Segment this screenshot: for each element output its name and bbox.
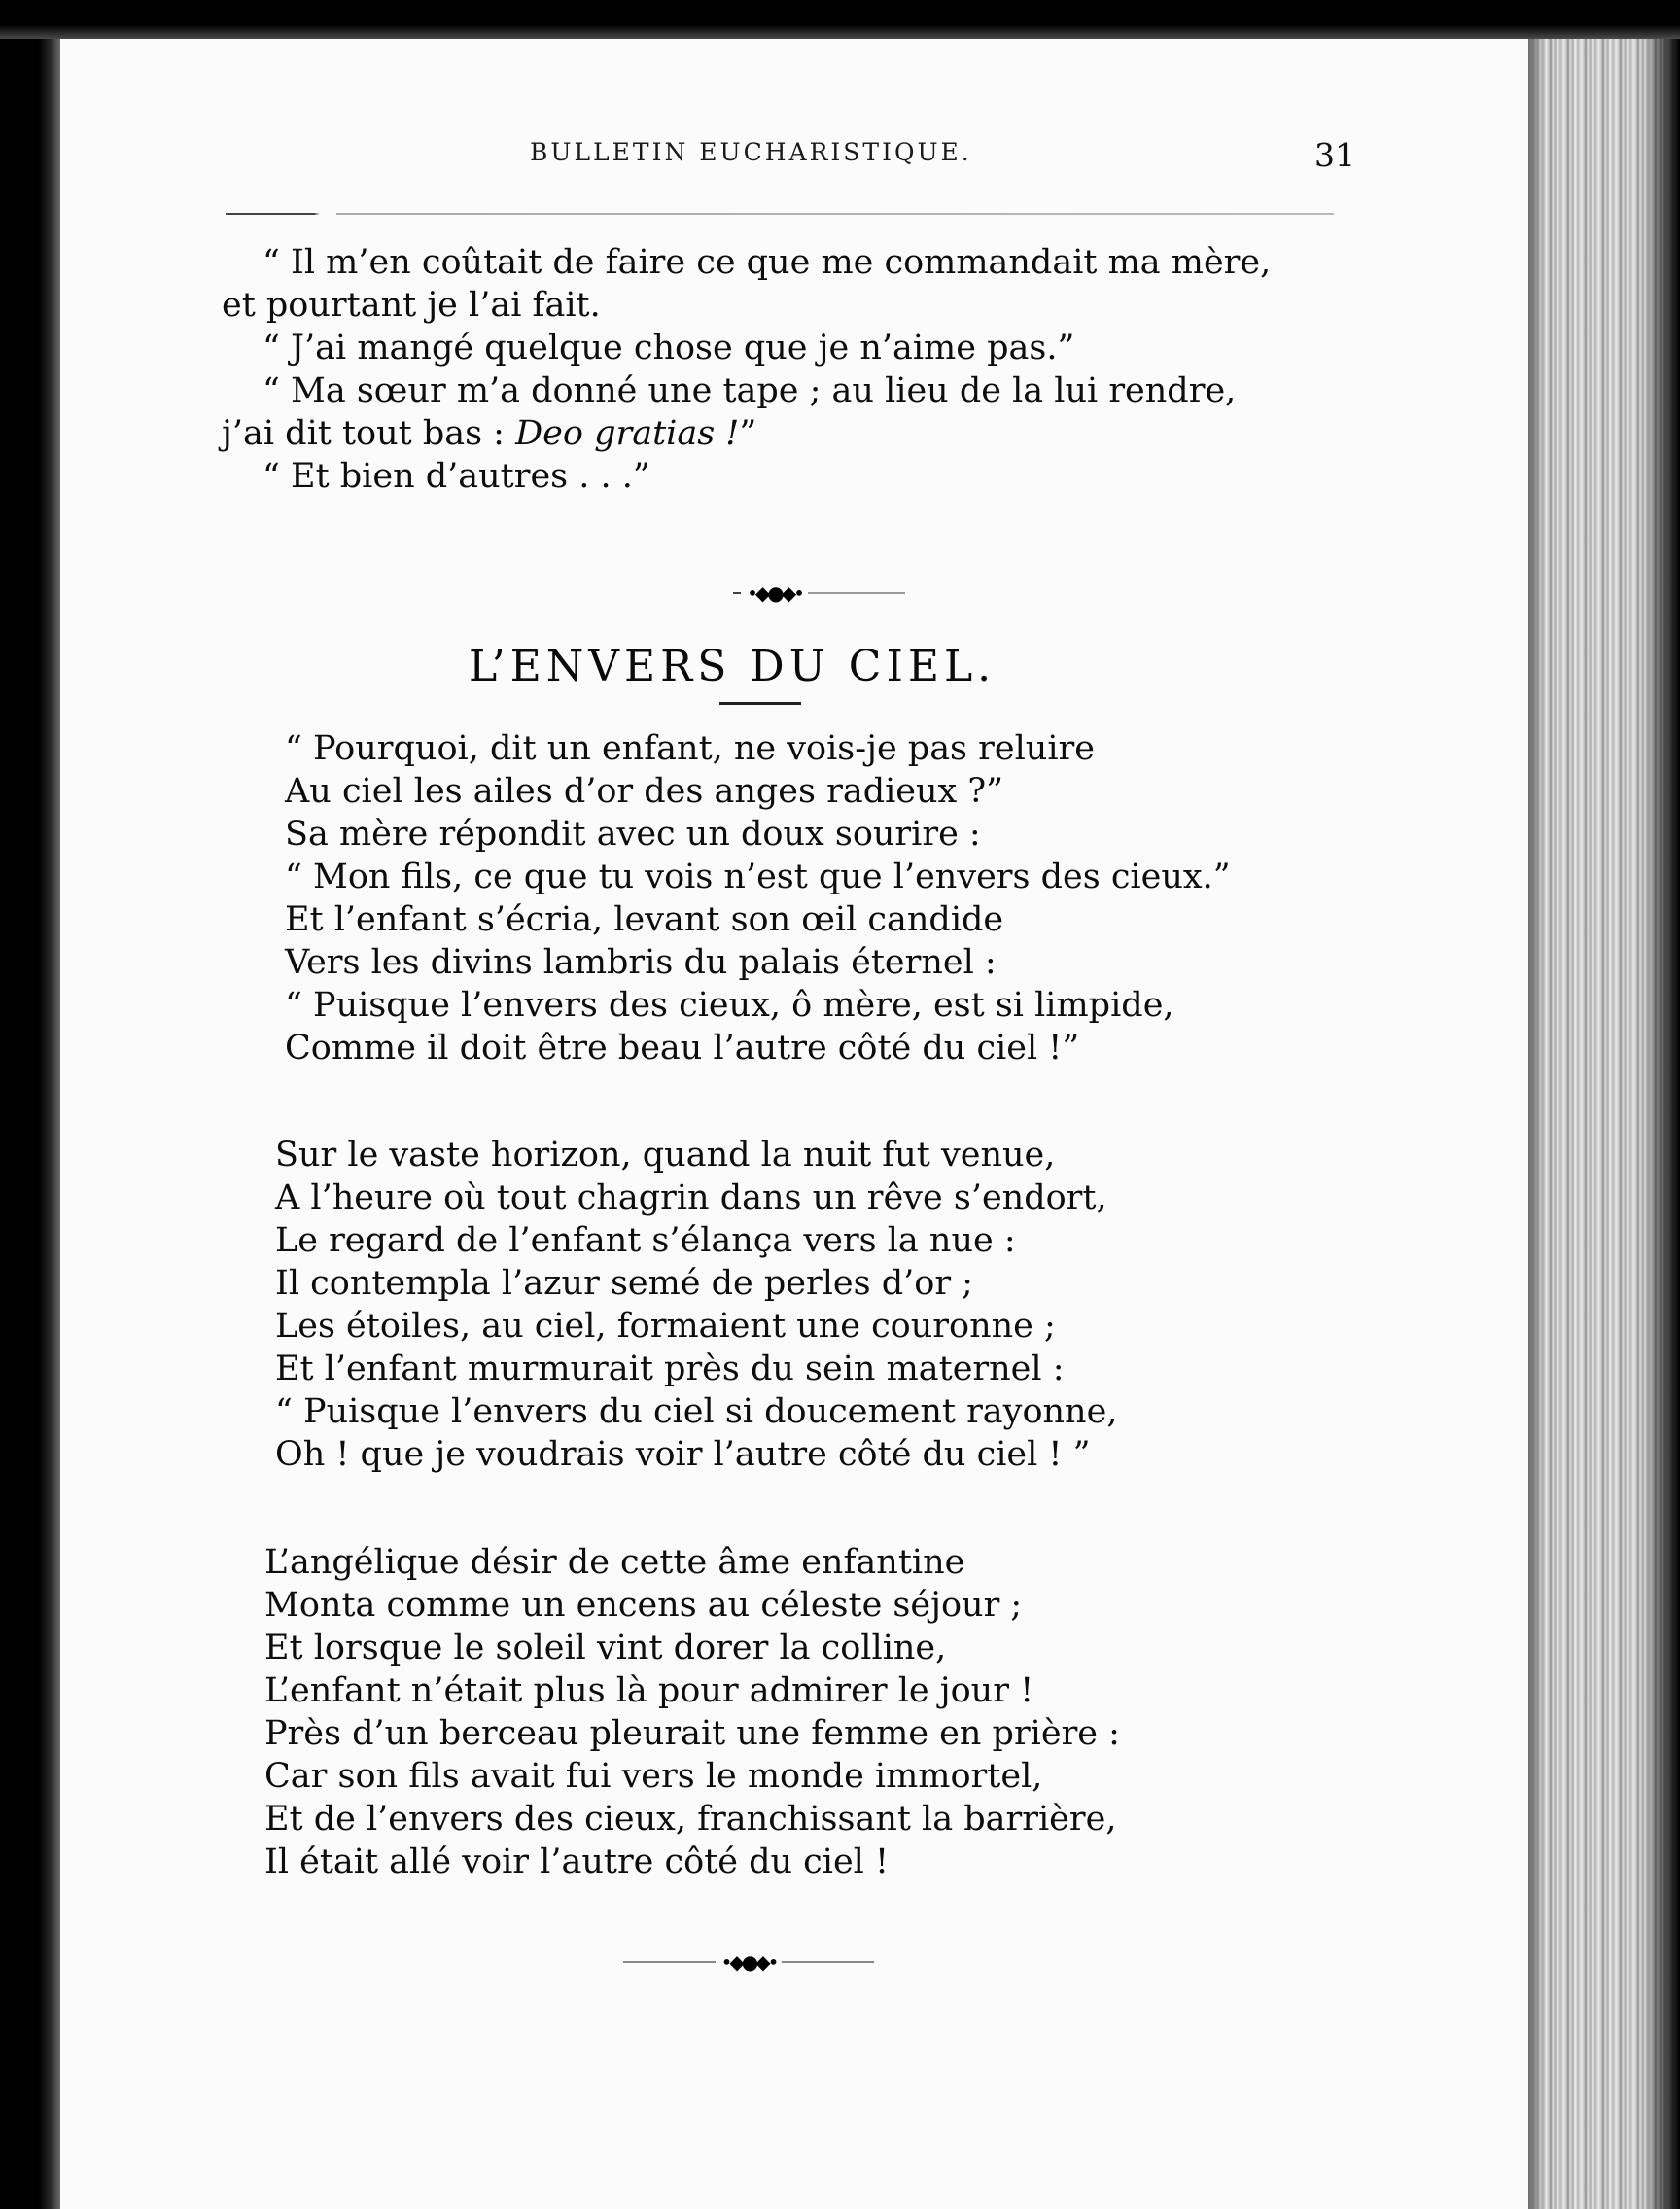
verse-line: L’angélique désir de cette âme enfantine (264, 1543, 965, 1582)
verse-line: Les étoiles, au ciel, formaient une couronne ; (275, 1307, 1056, 1346)
page-number: 31 (1314, 136, 1355, 174)
verse-line: Et l’enfant murmurait près du sein maternel : (275, 1350, 1065, 1388)
ornament-knot-icon: •◆●◆• (747, 581, 802, 605)
section-ornament (715, 583, 924, 603)
ornament-rule (623, 1961, 716, 1963)
prose-line: et pourtant je l’ai fait. (222, 286, 601, 325)
verse-line: Monta comme un encens au céleste séjour ; (264, 1586, 1023, 1625)
latin-phrase: Deo gratias ! (515, 414, 740, 453)
verse-line: L’enfant n’était plus là pour admirer le jour ! (264, 1671, 1034, 1710)
poem-stanza-3 (264, 1541, 1120, 1883)
verse-line: “ Puisque l’envers du ciel si doucement rayonne, (275, 1392, 1118, 1431)
prose-line: “ Ma sœur m’a donné une tape ; au lieu de la lui rendre, (262, 371, 1237, 410)
book-gutter-shadow (0, 0, 60, 2209)
prose-block (222, 241, 1349, 498)
verse-line: Vers les divins lambris du palais éternel : (285, 943, 997, 982)
title-underline (719, 702, 801, 705)
running-head-title: BULLETIN EUCHARISTIQUE. (530, 138, 972, 166)
verse-line: Le regard de l’enfant s’élança vers la nue : (275, 1221, 1016, 1260)
verse-line: “ Puisque l’envers des cieux, ô mère, est si limpide, (285, 986, 1174, 1025)
prose-line-with-latin (222, 412, 1349, 455)
top-scan-border (0, 0, 1680, 39)
closing-quote: ” (739, 414, 757, 453)
ornament-rule (782, 1961, 874, 1963)
verse-line: Oh ! que je voudrais voir l’autre côté du ciel ! ” (275, 1435, 1091, 1474)
ornament-rule (733, 592, 741, 594)
verse-line: Car son fils avait fui vers le monde immortel, (264, 1757, 1043, 1796)
ornament-rule (808, 592, 905, 594)
ornament-knot-icon: •◆●◆• (720, 1950, 777, 1974)
closing-ornament (603, 1952, 894, 1972)
prose-text: j’ai dit tout bas : (222, 414, 516, 453)
verse-line: “ Pourquoi, dit un enfant, ne vois-je pas reluire (285, 729, 1095, 768)
verse-line: Au ciel les ailes d’or des anges radieux ?” (285, 772, 1004, 811)
verse-line: Il contempla l’azur semé de perles d’or ; (275, 1264, 973, 1303)
prose-line: “ Il m’en coûtait de faire ce que me commandait ma mère, (262, 243, 1272, 282)
verse-line: Sur le vaste horizon, quand la nuit fut venue, (275, 1136, 1056, 1175)
poem-title: L’ENVERS DU CIEL. (469, 642, 997, 691)
verse-line: A l’heure où tout chagrin dans un rêve s’endort, (275, 1178, 1107, 1217)
poem-stanza-2 (275, 1134, 1117, 1476)
verse-line: Comme il doit être beau l’autre côté du ciel !” (285, 1029, 1080, 1068)
verse-line: Et de l’envers des cieux, franchissant la barrière, (264, 1800, 1117, 1839)
verse-line: “ Mon fils, ce que tu vois n’est que l’envers des cieux.” (285, 858, 1231, 896)
book-page-edges (1528, 39, 1680, 2209)
verse-line: Sa mère répondit avec un doux sourire : (285, 815, 981, 854)
verse-line: Près d’un berceau pleurait une femme en prière : (264, 1714, 1120, 1753)
prose-line: “ J’ai mangé quelque chose que je n’aime pas.” (262, 329, 1075, 368)
header-rule (226, 213, 1334, 215)
verse-line: Et l’enfant s’écria, levant son œil candide (285, 900, 1004, 939)
prose-line: “ Et bien d’autres . . .” (262, 457, 650, 496)
verse-line: Et lorsque le soleil vint dorer la colline, (264, 1629, 947, 1667)
verse-line: Il était allé voir l’autre côté du ciel ! (264, 1842, 890, 1881)
poem-stanza-1 (285, 727, 1231, 1069)
